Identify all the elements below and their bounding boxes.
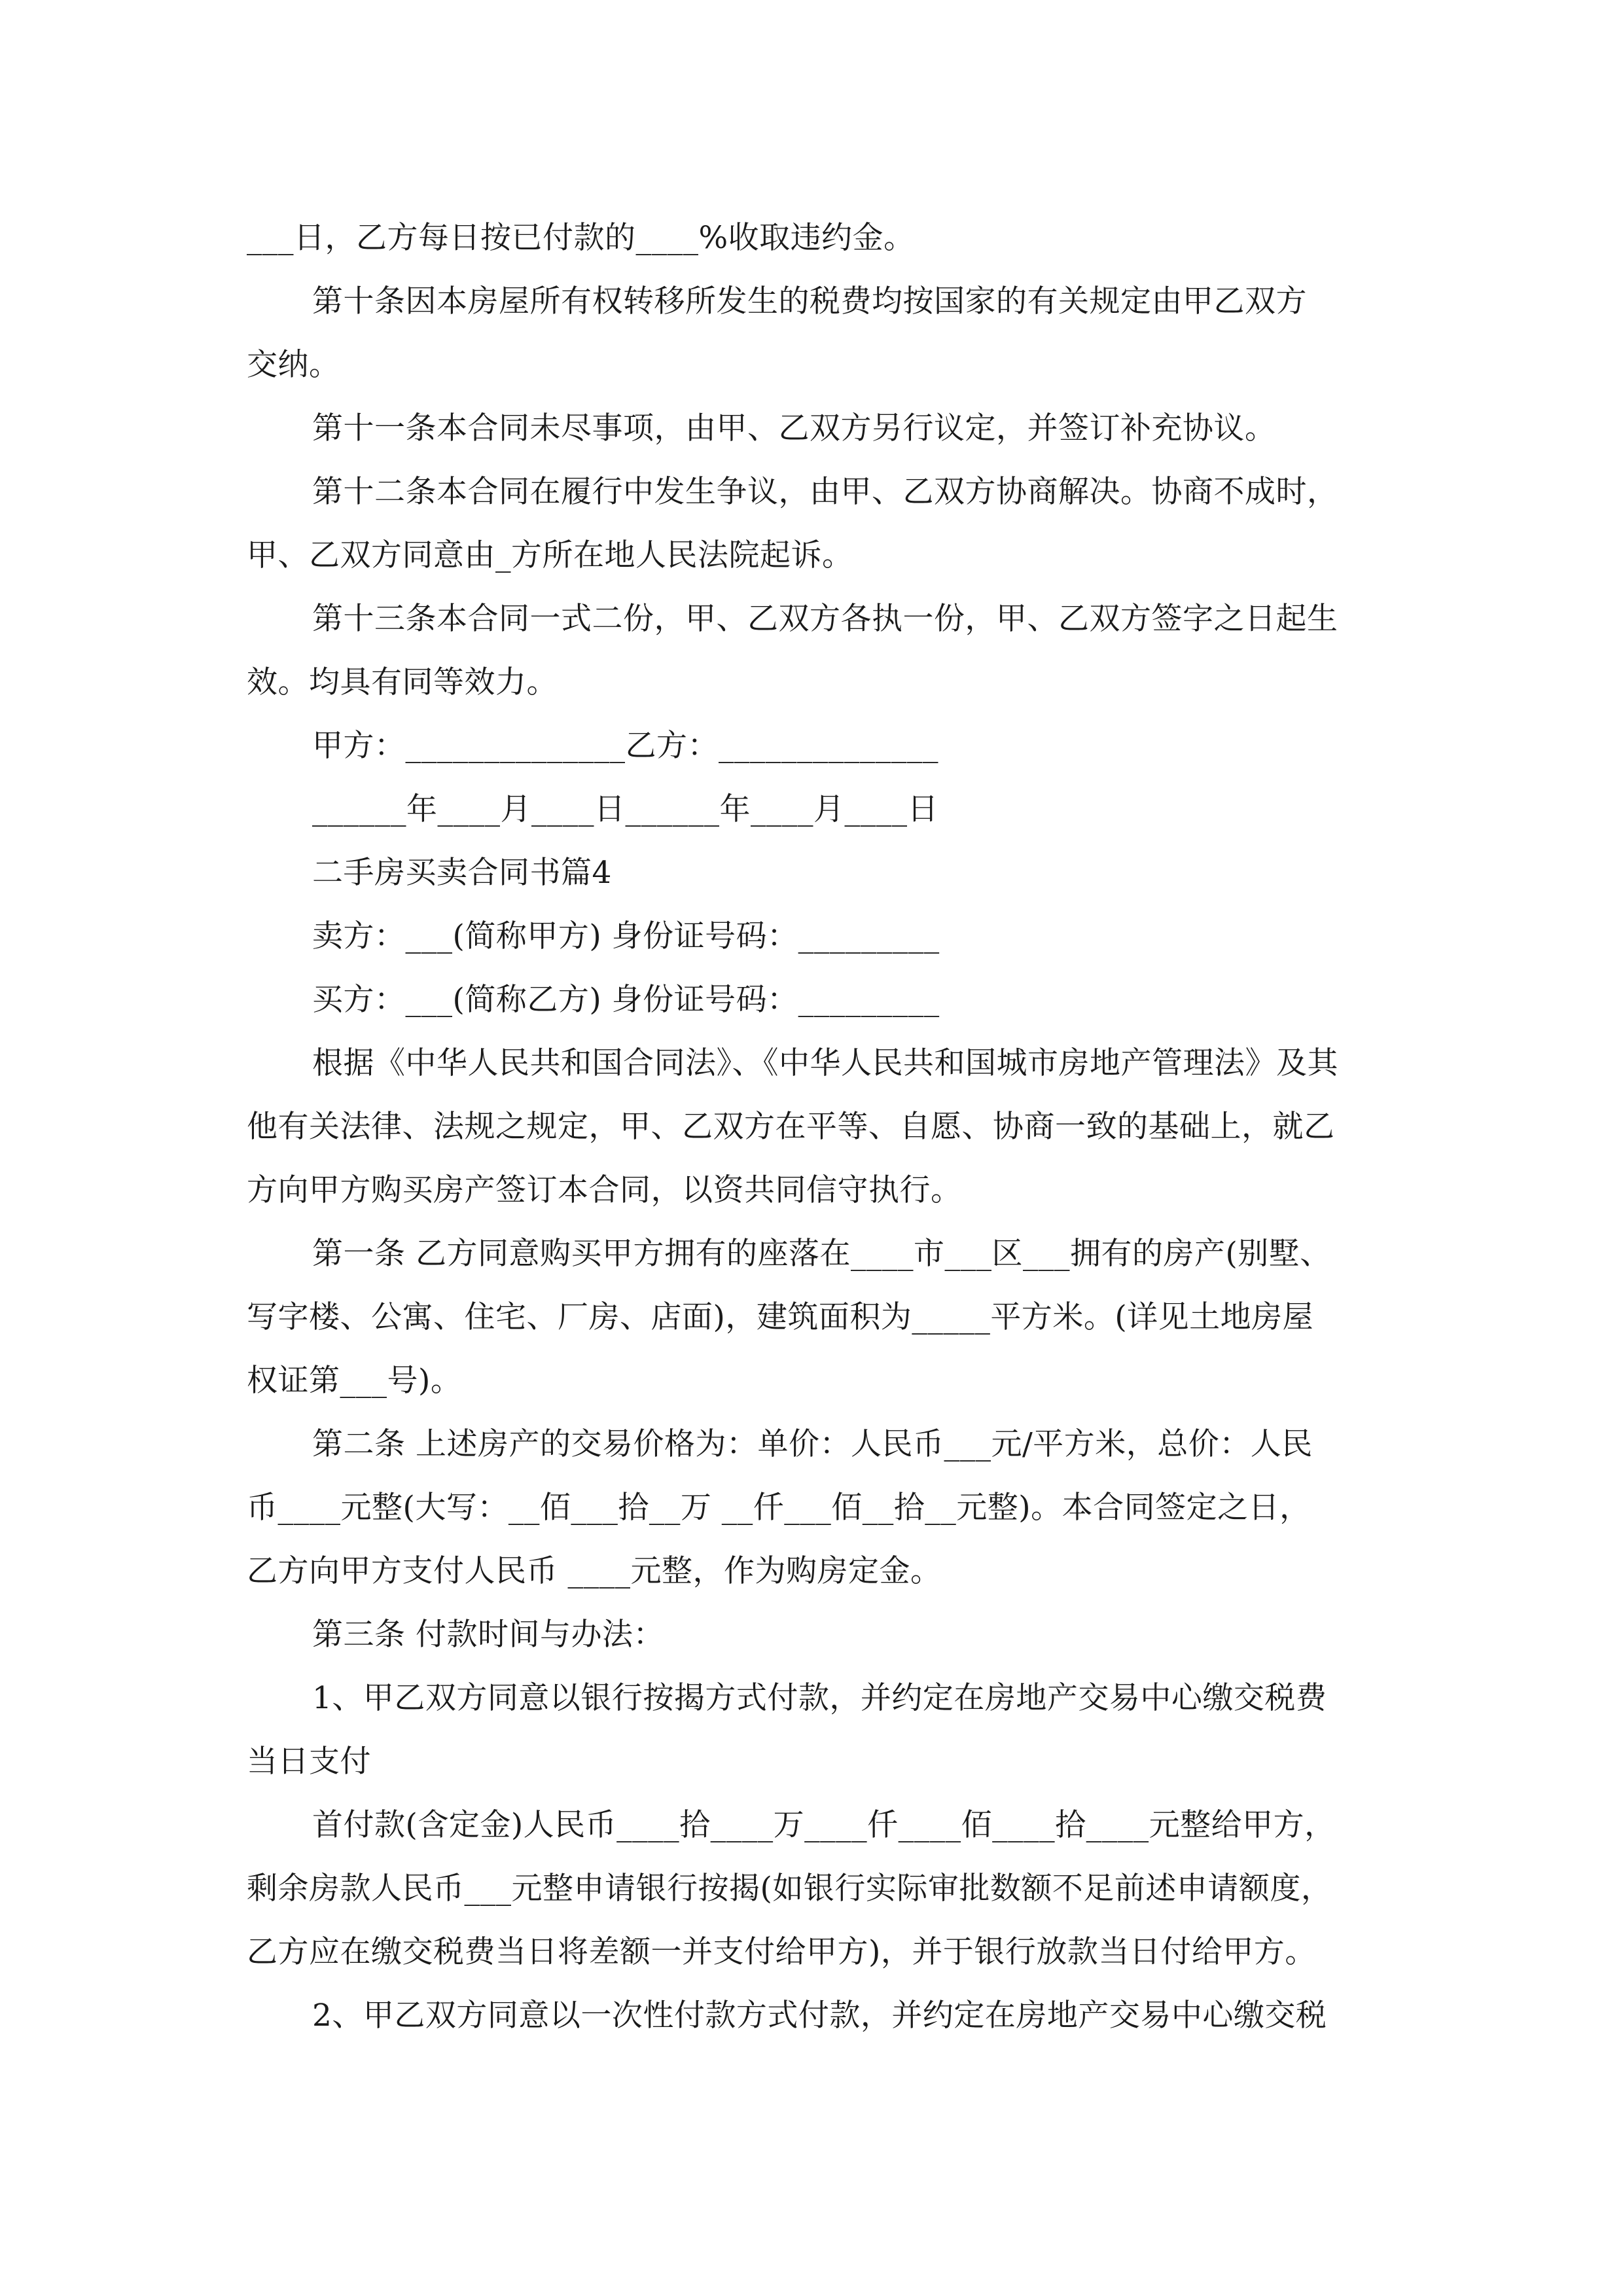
text-line: 2、甲乙双方同意以一次性付款方式付款，并约定在房地产交易中心缴交税 bbox=[312, 1998, 1327, 2034]
text-line: 方向甲方购买房产签订本合同，以资共同信守执行。 bbox=[247, 1172, 962, 1208]
seller-line: 卖方：___(简称甲方) 身份证号码：_________ bbox=[312, 918, 940, 954]
text-line: 乙方应在缴交税费当日将差额一并支付给甲方)，并于银行放款当日付给甲方。 bbox=[247, 1934, 1316, 1970]
text-line: 第十二条本合同在履行中发生争议，由甲、乙双方协商解决。协商不成时， bbox=[312, 474, 1338, 510]
text-line: 第三条 付款时间与办法： bbox=[312, 1617, 664, 1653]
text-line: 甲、乙双方同意由_方所在地人民法院起诉。 bbox=[247, 537, 853, 573]
text-line: 当日支付 bbox=[247, 1744, 371, 1780]
text-line: 剩余房款人民币___元整申请银行按揭(如银行实际审批数额不足前述申请额度， bbox=[247, 1871, 1332, 1907]
text-line: ___日，乙方每日按已付款的____%收取违约金。 bbox=[247, 220, 915, 256]
date-line: ______年____月____日______年____月____日 bbox=[312, 791, 938, 827]
text-line: 第十条因本房屋所有权转移所发生的税费均按国家的有关规定由甲乙双方 bbox=[312, 283, 1307, 319]
section-heading: 二手房买卖合同书篇4 bbox=[312, 855, 612, 891]
buyer-line: 买方：___(简称乙方) 身份证号码：_________ bbox=[312, 982, 940, 1018]
signature-line: 甲方：______________乙方：______________ bbox=[312, 728, 938, 764]
text-line: 写字楼、公寓、住宅、厂房、店面)，建筑面积为_____平方米。(详见土地房屋 bbox=[247, 1299, 1314, 1335]
text-line: 币____元整(大写：__佰___拾__万 __仟___佰__拾__元整)。本合同签定之日， bbox=[247, 1490, 1311, 1526]
text-line: 第一条 乙方同意购买甲方拥有的座落在____市___区___拥有的房产(别墅、 bbox=[312, 1236, 1331, 1272]
text-line: 第十三条本合同一式二份，甲、乙双方各执一份，甲、乙双方签字之日起生 bbox=[312, 601, 1338, 637]
text-line: 第十一条本合同未尽事项，由甲、乙双方另行议定，并签订补充协议。 bbox=[312, 410, 1276, 446]
document-body bbox=[247, 206, 1382, 2047]
text-line: 第二条 上述房产的交易价格为：单价：人民币___元/平方米，总价：人民 bbox=[312, 1426, 1313, 1462]
text-line: 权证第___号)。 bbox=[247, 1363, 462, 1399]
text-line: 首付款(含定金)人民币____拾____万____仟____佰____拾____元整给甲方， bbox=[312, 1807, 1336, 1843]
text-line: 根据《中华人民共和国合同法》、《中华人民共和国城市房地产管理法》及其 bbox=[312, 1045, 1338, 1081]
text-line: 他有关法律、法规之规定，甲、乙双方在平等、自愿、协商一致的基础上，就乙 bbox=[247, 1109, 1335, 1145]
text-line: 交纳。 bbox=[247, 347, 340, 383]
text-line: 乙方向甲方支付人民币 ____元整，作为购房定金。 bbox=[247, 1553, 942, 1589]
text-line: 效。均具有同等效力。 bbox=[247, 664, 558, 700]
text-line: 1、甲乙双方同意以银行按揭方式付款，并约定在房地产交易中心缴交税费 bbox=[312, 1680, 1327, 1716]
